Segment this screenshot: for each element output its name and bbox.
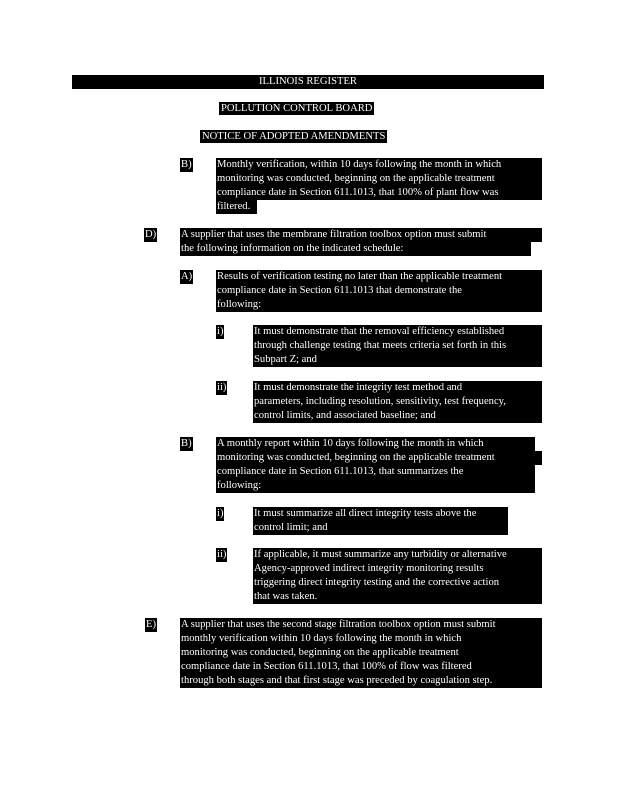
item-line: If applicable, it must summarize any turbidity or alternative [253, 548, 542, 562]
item-line: that was taken. [253, 590, 542, 604]
item-line: A supplier that uses the membrane filtration toolbox option must submit [180, 228, 542, 242]
item-line: following: [216, 298, 542, 312]
item-line: control limit; and [253, 521, 508, 535]
item-marker: A) [181, 271, 193, 282]
item-line: monitoring was conducted, beginning on the applicable treatment [216, 451, 542, 465]
list-item [253, 548, 542, 604]
item-marker: i) [217, 508, 224, 519]
item-marker: ii) [217, 382, 227, 393]
item-marker: B) [181, 159, 192, 170]
list-item [216, 270, 542, 312]
item-line: It must demonstrate the integrity test method and [253, 381, 542, 395]
item-line: through challenge testing that meets criteria set forth in this [253, 339, 542, 353]
item-line: triggering direct integrity testing and the corrective action [253, 576, 542, 590]
header-rule-bottom [72, 88, 544, 89]
item-line: It must demonstrate that the removal efficiency established [253, 325, 542, 339]
item-line: following: [216, 479, 535, 493]
item-line: compliance date in Section 611.1013 that demonstrate the [216, 284, 542, 298]
item-line: It must summarize all direct integrity tests above the [253, 507, 508, 521]
item-line: A monthly report within 10 days following the month in which [216, 437, 535, 451]
item-line: control limits, and associated baseline; and [253, 409, 542, 423]
register-title: ILLINOIS REGISTER [72, 75, 544, 88]
item-marker: D) [145, 229, 157, 240]
item-line: compliance date in Section 611.1013, that 100% of plant flow was [216, 186, 542, 200]
item-marker: i) [217, 326, 224, 337]
list-item [180, 618, 542, 688]
item-line: monitoring was conducted, beginning on the applicable treatment [216, 172, 542, 186]
item-line: the following information on the indicated schedule: [180, 242, 531, 256]
item-line: A supplier that uses the second stage filtration toolbox option must submit [180, 618, 542, 632]
list-item [180, 228, 542, 256]
board-title: POLLUTION CONTROL BOARD [221, 103, 373, 114]
list-item [216, 437, 542, 493]
item-line: through both stages and that first stage was preceded by coagulation step. [180, 674, 542, 688]
notice-title: NOTICE OF ADOPTED AMENDMENTS [202, 131, 386, 142]
item-marker: B) [181, 438, 192, 449]
list-item [253, 325, 542, 367]
item-line: Agency-approved indirect integrity monitoring results [253, 562, 542, 576]
list-item [216, 158, 542, 214]
item-line: compliance date in Section 611.1013, that summarizes the [216, 465, 535, 479]
item-line: Results of verification testing no later than the applicable treatment [216, 270, 542, 284]
item-marker: E) [146, 619, 156, 630]
item-line: compliance date in Section 611.1013, that 100% of flow was filtered [180, 660, 542, 674]
item-line: filtered. [216, 200, 257, 214]
item-line: Subpart Z; and [253, 353, 542, 367]
item-line: parameters, including resolution, sensitivity, test frequency, [253, 395, 542, 409]
list-item [253, 381, 542, 423]
list-item [253, 507, 542, 535]
item-line: monitoring was conducted, beginning on the applicable treatment [180, 646, 542, 660]
item-marker: ii) [217, 549, 227, 560]
item-line: Monthly verification, within 10 days following the month in which [216, 158, 542, 172]
item-line: monthly verification within 10 days following the month in which [180, 632, 542, 646]
